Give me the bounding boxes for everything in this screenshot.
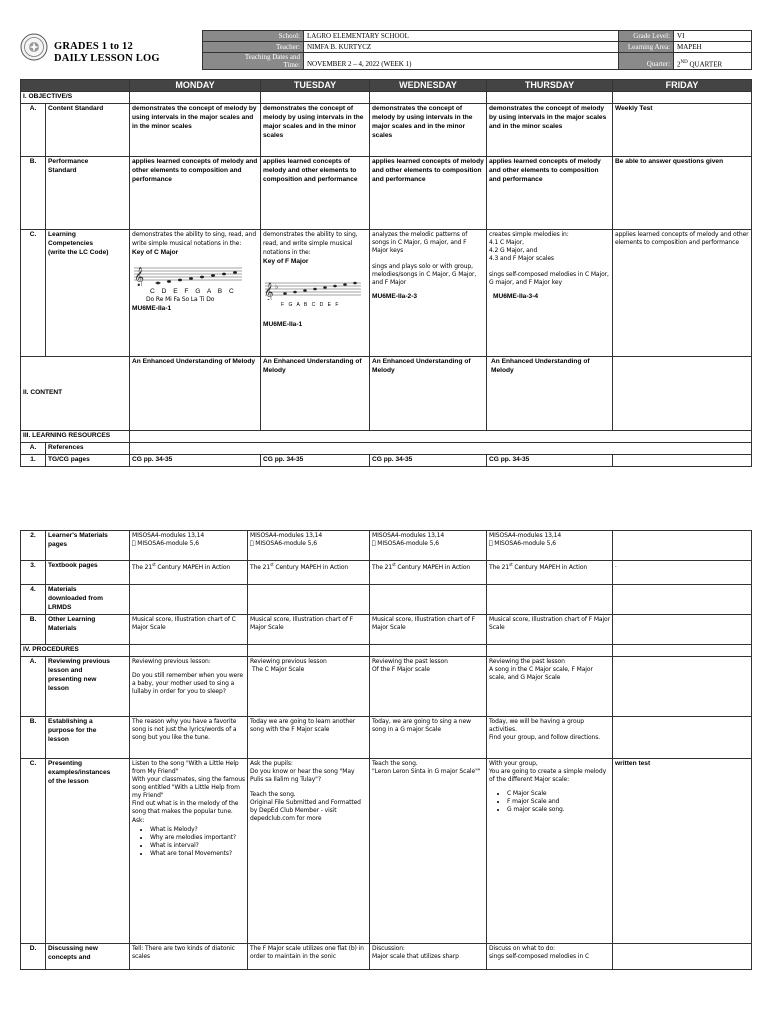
quarter-label: Quarter: (619, 53, 674, 70)
purpose-thursday: Today, we will be having a group activities. Find your group, and follow directions. (487, 716, 613, 758)
purpose-tuesday: Today we are going to learn another song with the F Major scale (248, 716, 370, 758)
learning-area-label: Learning Area: (619, 42, 674, 53)
other-materials-label: Other Learning Materials (46, 615, 130, 645)
objectives-table (20, 79, 752, 467)
log-title-line2: DAILY LESSON LOG (54, 53, 160, 64)
competencies-wednesday: analyzes the melodic patterns of songs in C Major, G major, and F Major keys sings and plays solo or with group, melodies/songs in C Major, G Major, and F Major MU6ME-IIa-2-3 (370, 229, 487, 356)
learning-area-value: MAPEH (674, 42, 752, 53)
presenting-friday: written test (613, 758, 752, 943)
quarter-value: 2ND QUARTER (674, 53, 752, 70)
establishing-purpose-label: Establishing a purpose for the lesson (46, 716, 130, 758)
row-num: 4. (21, 585, 46, 615)
discussing-tuesday: The F Major scale utilizes one flat (b) in order to maintain in the sonic (248, 943, 370, 969)
discussing-wednesday: Discussion: Major scale that utilizes sharp (370, 943, 487, 969)
content-wednesday: An Enhanced Understanding of Melody (370, 356, 487, 430)
textbook-wednesday: The 21st Century MAPEH in Action (370, 561, 487, 585)
review-tuesday: Reviewing previous lesson The C Major Scale (248, 656, 370, 716)
lc-code-wednesday: MU6ME-IIa-2-3 (372, 293, 418, 301)
review-wednesday: Reviewing the past lesson Of the F Major scale (370, 656, 487, 716)
procedures-heading: IV. PROCEDURES (21, 645, 130, 657)
tg-thursday: CG pp. 34-35 (487, 454, 613, 466)
performance-standard-tuesday: applies learned concepts of melody and other elements to composition and performance (261, 156, 370, 229)
log-title-line1: GRADES 1 to 12 (54, 41, 133, 52)
learners-materials-label: Learner's Materials pages (46, 531, 130, 561)
presenting-wednesday: Teach the song. "Leron Leron Sinta in G major Scale"" (370, 758, 487, 943)
row-num: 3. (21, 561, 46, 585)
c-major-letters: C D E F G A B C (150, 287, 235, 295)
learning-resources-heading: III. LEARNING RESOURCES (21, 430, 130, 442)
content-tuesday: An Enhanced Understanding of Melody (261, 356, 370, 430)
discussing-concepts-label: Discussing new concepts and (46, 943, 130, 969)
day-header-monday: MONDAY (130, 80, 261, 92)
teacher-label: Teacher: (203, 42, 304, 53)
lesson-log-page-1 (0, 0, 768, 470)
content-standard-wednesday: demonstrates the concept of melody by using intervals in the major scales and in the minor scales (370, 103, 487, 156)
competencies-tuesday: demonstrates the ability to sing, read, and write simple musical notations in the: Key of F Major 𝄞 ♭ F G A B C D E F MU6ME-IIa-1 (261, 229, 370, 356)
content-standard-thursday: demonstrates the concept of melody by using intervals in the major scales and in the minor scales (487, 103, 613, 156)
row-num: A. (21, 103, 46, 156)
content-standard-friday: Weekly Test (613, 103, 752, 156)
content-heading: II. CONTENT (21, 356, 130, 430)
f-major-staff-notation (263, 278, 363, 300)
row-num: D. (21, 943, 46, 969)
grade-level-value: VI (674, 31, 752, 42)
other-tuesday: Musical score, Illustration chart of F Major Scale (248, 615, 370, 645)
content-standard-tuesday: demonstrates the concept of melody by using intervals in the major scales and in the minor scales (261, 103, 370, 156)
performance-standard-friday: Be able to answer questions given (613, 156, 752, 229)
other-wednesday: Musical score, Illustration chart of F Major Scale (370, 615, 487, 645)
grade-level-label: Grade Level: (619, 31, 674, 42)
review-monday: Reviewing previous lesson: Do you still remember when you were a baby, your mother used to sing a lullaby in order for you to sleep? (130, 656, 248, 716)
resources-procedures-table (20, 530, 752, 970)
presenting-examples-label: Presenting examples/instances of the lesson (46, 758, 130, 943)
textbook-monday: The 21st Century MAPEH in Action (130, 561, 248, 585)
row-num: C. (21, 758, 46, 943)
deped-seal-logo (20, 33, 48, 61)
row-num: B. (21, 156, 46, 229)
tg-wednesday: CG pp. 34-35 (370, 454, 487, 466)
day-header-friday: FRIDAY (613, 80, 752, 92)
c-major-staff-notation (132, 262, 244, 286)
row-num: A. (21, 442, 46, 454)
textbook-friday: . (613, 561, 752, 585)
row-num: C. (21, 229, 46, 356)
svg-text:♭: ♭ (275, 284, 279, 292)
textbook-pages-label: Textbook pages (46, 561, 130, 585)
performance-standard-thursday: applies learned concepts of melody and other elements to composition and performance (487, 156, 613, 229)
textbook-tuesday: The 21st Century MAPEH in Action (248, 561, 370, 585)
thursday-scale-list: • C Major Scale • F major Scale and • G major scale song. (489, 790, 610, 814)
learning-competencies-label: Learning Competencies (write the LC Code) (46, 229, 130, 356)
presenting-tuesday: Ask the pupils: Do you know or hear the song "May Pulis sa Ilalim ng Tulay"? Teach the song. Original File Submitted and Formatted by DepEd Club Member - visit depedclub.com for more (248, 758, 370, 943)
row-num: B. (21, 716, 46, 758)
lesson-log-page-2 (0, 530, 768, 1024)
day-header-thursday: THURSDAY (487, 80, 613, 92)
f-major-letters: F G A B C D E F (281, 302, 339, 309)
teaching-dates-label: Teaching Dates and Time: (203, 53, 304, 70)
lc-code-thursday: MU6ME-IIa-3-4 (493, 293, 539, 301)
other-friday (613, 615, 752, 645)
content-thursday: An Enhanced Understanding of Melody (487, 356, 613, 430)
row-num: B. (21, 615, 46, 645)
competencies-thursday: creates simple melodies in: 4.1 C Major, 4.2 G Major, and 4.3 and F Major scales sings self-composed melodies in C Major, G major, and F Major key MU6ME-IIa-3-4 (487, 229, 613, 356)
purpose-wednesday: Today, we are going to sing a new song in a G major Scale (370, 716, 487, 758)
textbook-thursday: The 21st Century MAPEH in Action (487, 561, 613, 585)
lc-code-tuesday: MU6ME-IIa-1 (263, 321, 303, 329)
review-thursday: Reviewing the past lesson A song in the C Major scale, F Major scale, and G Major Scale (487, 656, 613, 716)
presenting-monday: Listen to the song "With a Little Help from My Friend" With your classmates, sing the famous song entitled "With a Little Help from my Friend" Find out what is in the melody of the song that makes the popular tune. Ask: • What is Melody? • Why are melodies important? • What is interval? • What are tonal Movements? (130, 758, 248, 943)
svg-text:𝄞: 𝄞 (134, 266, 145, 286)
lrmds-label: Materials downloaded from LRMDS (46, 585, 130, 615)
row-num: 1. (21, 454, 46, 466)
tg-tuesday: CG pp. 34-35 (261, 454, 370, 466)
lc-code-monday: MU6ME-IIa-1 (132, 304, 172, 312)
tg-cg-pages-label: TG/CG pages (46, 454, 130, 466)
discussing-thursday: Discuss on what to do: sings self-composed melodies in C (487, 943, 613, 969)
day-header-wednesday: WEDNESDAY (370, 80, 487, 92)
content-standard-label: Content Standard (46, 103, 130, 156)
svg-text:𝄞: 𝄞 (264, 282, 274, 301)
lm-thursday: MISOSA4-modules 13,14 MISOSA6-module 5,6 (487, 531, 613, 561)
performance-standard-monday: applies learned concepts of melody and other elements to composition and performance (130, 156, 261, 229)
content-friday (613, 356, 752, 430)
corner-cell (21, 80, 130, 92)
c-major-solfa: Do Re Mi Fa So La Ti Do (146, 296, 215, 304)
objectives-heading: I. OBJECTIVE/S (21, 92, 130, 104)
lm-tuesday: MISOSA4-modules 13,14 MISOSA6-module 5,6 (248, 531, 370, 561)
other-monday: Musical score, Illustration chart of C Major Scale (130, 615, 248, 645)
lm-monday: MISOSA4-modules 13,14 MISOSA6-module 5,6 (130, 531, 248, 561)
performance-standard-label: Performance Standard (46, 156, 130, 229)
school-label: School: (203, 31, 304, 42)
row-num: 2. (21, 531, 46, 561)
teaching-dates-value: NOVEMBER 2 – 4, 2022 (WEEK 1) (304, 53, 619, 70)
lm-wednesday: MISOSA4-modules 13,14 MISOSA6-module 5,6 (370, 531, 487, 561)
competencies-monday: demonstrates the ability to sing, read, and write simple musical notations in the: Key of C Major 𝄞 C D E F G A B C Do Re Mi Fa So La Ti Do MU6ME-IIa-1 (130, 229, 261, 356)
purpose-monday: The reason why you have a favorite song is not just the lyrics/words of a song but you like the tune. (130, 716, 248, 758)
performance-standard-wednesday: applies learned concepts of melody and other elements to composition and performance (370, 156, 487, 229)
header-info-table (202, 30, 752, 70)
other-thursday: Musical score, Illustration chart of F Major Scale (487, 615, 613, 645)
row-num: A. (21, 656, 46, 716)
competencies-friday: applies learned concepts of melody and other elements to composition and performance (613, 229, 752, 356)
content-monday: An Enhanced Understanding of Melody (130, 356, 261, 430)
references-label: References (46, 442, 130, 454)
presenting-thursday: With your group, You are going to create a simple melody of the different Major scale: • C Major Scale • F major Scale and • G major scale song. (487, 758, 613, 943)
discussing-monday: Tell: There are two kinds of diatonic scales (130, 943, 248, 969)
tg-friday (613, 454, 752, 466)
school-value: LAGRO ELEMENTARY SCHOOL (304, 31, 619, 42)
monday-question-list: • What is Melody? • Why are melodies important? • What is interval? • What are tonal Movements? (132, 826, 245, 858)
content-standard-monday: demonstrates the concept of melody by using intervals in the major scales and in the minor scales (130, 103, 261, 156)
day-header-tuesday: TUESDAY (261, 80, 370, 92)
teacher-value: NIMFA B. KURTYCZ (304, 42, 619, 53)
tg-monday: CG pp. 34-35 (130, 454, 261, 466)
reviewing-label: Reviewing previous lesson and presenting new lesson (46, 656, 130, 716)
